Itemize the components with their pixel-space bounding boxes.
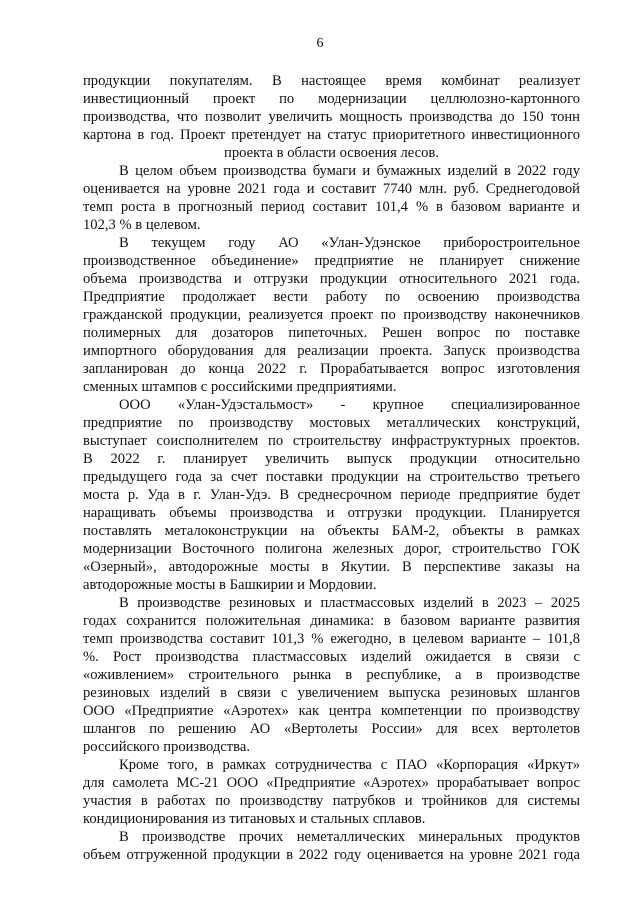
text-line: для самолета МС-21 ООО «Предприятие «Аэротех» прорабатывает вопрос	[83, 775, 580, 791]
text-line: «Озерный», автодорожные мосты в Якутии. В перспективе заказы на	[83, 559, 580, 575]
text-line: Предприятие продолжает вести работу по освоению производства	[83, 289, 580, 305]
text-line: предприятие по производству мостовых металлических конструкций,	[83, 415, 580, 431]
body-text	[83, 72, 580, 864]
text-line: модернизации Восточного полигона железных дорог, строительство ГОК	[83, 541, 580, 557]
text-line: «оживлением» строительного рынка в республике, а в производстве	[83, 667, 580, 683]
text-line: объем отгруженной продукции в 2022 году оценивается на уровне 2021 года	[83, 847, 580, 863]
text-line: российского производства.	[83, 739, 250, 755]
text-line: выступает соисполнителем по строительству инфраструктурных проектов.	[83, 433, 580, 449]
text-line: проекта в области освоения лесов.	[224, 145, 439, 161]
text-line: 102,3 % в целевом.	[83, 217, 201, 233]
text-line: объема производства и отгрузки продукции относительного 2021 года.	[83, 271, 580, 287]
text-line: гражданской продукции, реализуется проект по производству наконечников	[83, 307, 580, 323]
text-line: В производстве резиновых и пластмассовых изделий в 2023 – 2025	[119, 595, 580, 611]
text-line: В производстве прочих неметаллических минеральных продуктов	[119, 829, 580, 845]
text-line: автодорожные мосты в Башкирии и Мордовии.	[83, 577, 377, 593]
text-line: инвестиционный проект по модернизации целлюлозно-картонного	[83, 91, 580, 107]
page-number: 6	[316, 36, 324, 51]
text-line: ООО «Улан-Удэстальмост» - крупное специализированное	[119, 397, 580, 413]
text-line: темп производства составит 101,3 % ежегодно, в целевом варианте – 101,8	[83, 631, 580, 647]
text-line: кондиционирования из титановых и стальных сплавов.	[83, 811, 426, 827]
text-line: предыдущего года за счет поставки продукции на строительство третьего	[83, 469, 580, 485]
text-line: участия в работах по производству патрубков и тройников для системы	[83, 793, 580, 809]
text-line: ООО «Предприятие «Аэротех» как центра компетенции по производству	[83, 703, 580, 719]
text-line: резиновых изделий в связи с увеличением выпуска резиновых шлангов	[83, 685, 580, 701]
text-line: картона в год. Проект претендует на статус приоритетного инвестиционного	[83, 127, 580, 143]
text-line: шлангов по решению АО «Вертолеты России» для всех вертолетов	[83, 721, 580, 737]
text-line: В 2022 г. планирует увеличить выпуск продукции относительно	[83, 451, 580, 467]
text-line: годах сохранится положительная динамика: в базовом варианте развития	[83, 613, 580, 629]
text-line: поставлять металоконструкции на объекты БАМ-2, объекты в рамках	[83, 523, 580, 539]
text-line: В текущем году АО «Улан-Удэнское приборостроительное	[119, 235, 580, 251]
text-line: импортного оборудования для реализации проекта. Запуск производства	[83, 343, 580, 359]
text-line: Кроме того, в рамках сотрудничества с ПАО «Корпорация «Иркут»	[119, 757, 580, 773]
text-line: запланирован до конца 2022 г. Прорабатывается вопрос изготовления	[83, 361, 580, 377]
text-line: моста р. Уда в г. Улан-Удэ. В среднесрочном периоде предприятие будет	[83, 487, 580, 503]
text-line: продукции покупателям. В настоящее время комбинат реализует	[83, 73, 580, 89]
text-line: сменных штампов с российскими предприятиями.	[83, 379, 397, 395]
text-line: полимерных для дозаторов пипеточных. Решен вопрос по поставке	[83, 325, 580, 341]
text-line: производства, что позволит увеличить мощность производства до 150 тонн	[83, 109, 580, 125]
text-line: В целом объем производства бумаги и бумажных изделий в 2022 году	[119, 163, 580, 179]
text-line: оценивается на уровне 2021 года и составит 7740 млн. руб. Среднегодовой	[83, 181, 580, 197]
text-line: производственное объединение» предприятие не планирует снижение	[83, 253, 580, 269]
text-line: наращивать объемы производства и отгрузки продукции. Планируется	[83, 505, 580, 521]
text-line: %. Рост производства пластмассовых изделий ожидается в связи с	[83, 649, 580, 665]
text-line: темп роста в прогнозный период составит 101,4 % в базовом варианте и	[83, 199, 580, 215]
